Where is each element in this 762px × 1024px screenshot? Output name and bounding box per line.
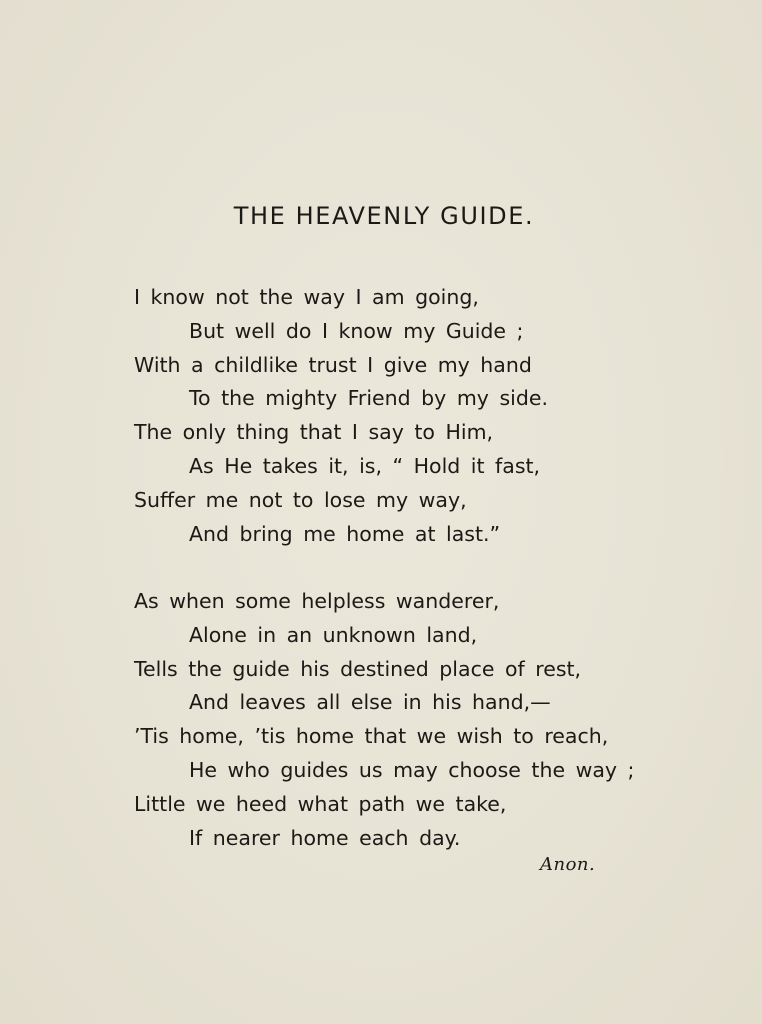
poem-line: As when some helpless wanderer, bbox=[134, 588, 500, 613]
poem-line: As He takes it, is, “ Hold it fast, bbox=[189, 453, 541, 478]
poem-line: Tells the guide his destined place of rest, bbox=[134, 656, 582, 681]
poem-line: And bring me home at last.” bbox=[189, 521, 501, 546]
poem-line: ’Tis home, ’tis home that we wish to reach, bbox=[134, 724, 609, 749]
author-attribution: Anon. bbox=[540, 854, 596, 875]
poem-line: Alone in an unknown land, bbox=[189, 622, 478, 647]
poem-line: I know not the way I am going, bbox=[134, 285, 479, 309]
poem-line: If nearer home each day. bbox=[189, 825, 461, 850]
poem-line: The only thing that I say to Him, bbox=[134, 420, 494, 445]
stanza-1 bbox=[134, 281, 694, 551]
poem-line: But well do I know my Guide ; bbox=[189, 318, 524, 343]
poem-line: To the mighty Friend by my side. bbox=[189, 386, 548, 411]
poem-line: Suffer me not to lose my way, bbox=[134, 487, 467, 512]
poem-line: And leaves all else in his hand,— bbox=[189, 690, 551, 715]
poem-body bbox=[134, 281, 694, 855]
poem-line: Little we heed what path we take, bbox=[134, 791, 507, 816]
poem-title: THE HEAVENLY GUIDE. bbox=[233, 202, 535, 230]
stanza-divider bbox=[134, 551, 694, 585]
poem-line: He who guides us may choose the way ; bbox=[189, 757, 635, 782]
poem-line: With a childlike trust I give my hand bbox=[134, 352, 532, 377]
stanza-2 bbox=[134, 585, 694, 855]
